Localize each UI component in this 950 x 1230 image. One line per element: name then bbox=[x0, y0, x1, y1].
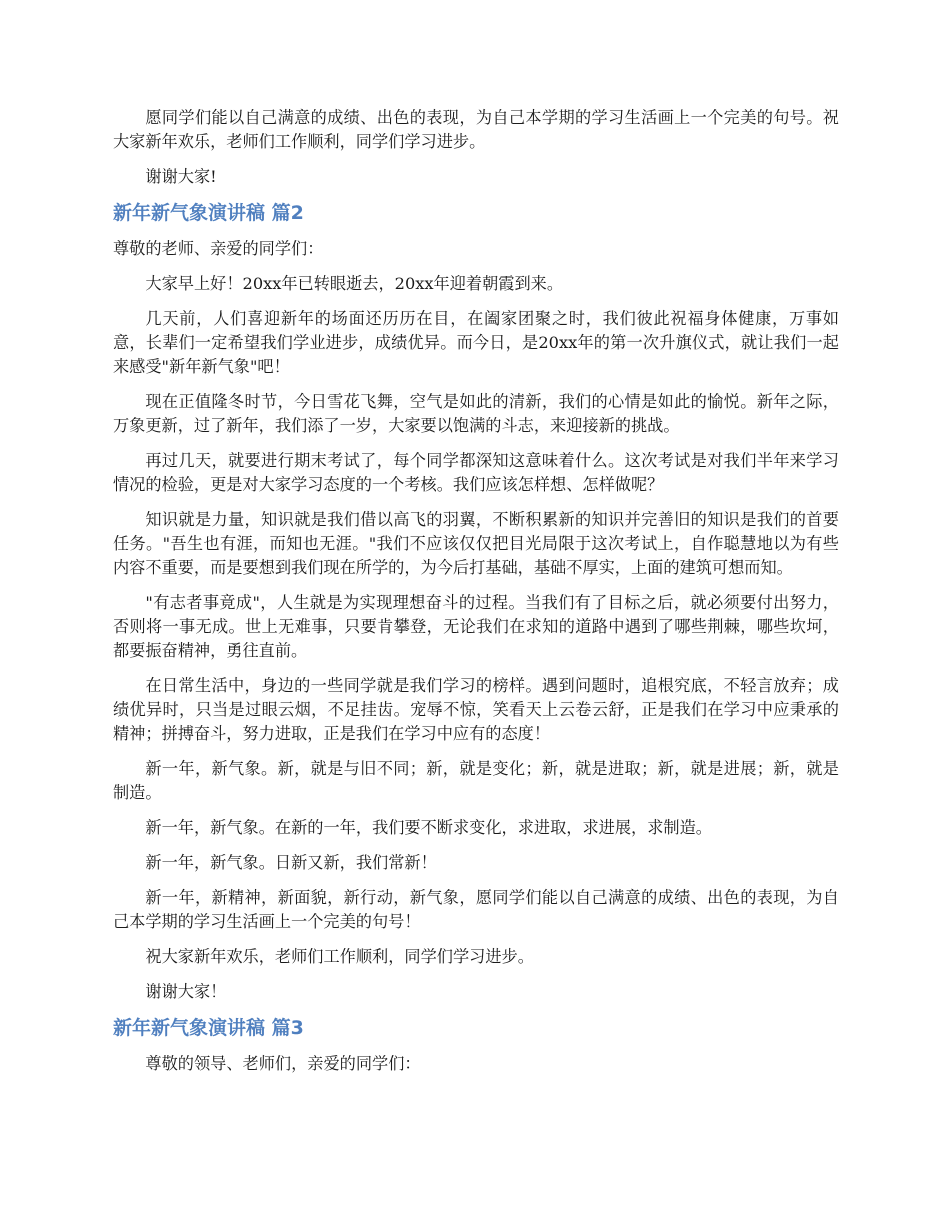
section-heading: 新年新气象演讲稿 篇3 bbox=[113, 1017, 304, 1039]
paragraph: 尊敬的老师、亲爱的同学们： bbox=[113, 239, 324, 258]
paragraph: 大家早上好！20xx年已转眼逝去，20xx年迎着朝霞到来。 bbox=[145, 274, 564, 293]
paragraph: 谢谢大家! bbox=[145, 167, 217, 186]
paragraph: 新一年，新气象。日新又新，我们常新！ bbox=[145, 853, 437, 872]
paragraph: 新一年，新气象。在新的一年，我们要不断求变化，求进取，求进展，求制造。 bbox=[145, 818, 712, 837]
document-page bbox=[113, 106, 839, 1087]
paragraph: 愿同学们能以自己满意的成绩、出色的表现，为自己本学期的学习生活画上一个完美的句号。祝大家新年欢乐，老师们工作顺利，同学们学习进步。 bbox=[113, 108, 839, 151]
paragraph: 几天前，人们喜迎新年的场面还历历在目，在阖家团聚之时，我们彼此祝福身体健康，万事如意，长辈们一定希望我们学业进步，成绩优异。而今日，是20xx年的第一次升旗仪式，就让我们一起来感受"新年新气象"吧！ bbox=[113, 309, 839, 376]
paragraph: 新一年，新精神，新面貌，新行动，新气象，愿同学们能以自己满意的成绩、出色的表现，为自己本学期的学习生活画上一个完美的句号！ bbox=[113, 888, 839, 931]
paragraph: 再过几天，就要进行期末考试了，每个同学都深知这意味着什么。这次考试是对我们半年来学习情况的检验，更是对大家学习态度的一个考核。我们应该怎样想、怎样做呢？ bbox=[113, 451, 839, 494]
paragraph: 祝大家新年欢乐，老师们工作顺利，同学们学习进步。 bbox=[145, 947, 534, 966]
paragraph: 谢谢大家！ bbox=[145, 982, 227, 1001]
paragraph: "有志者事竟成"，人生就是为实现理想奋斗的过程。当我们有了目标之后，就必须要付出努力，否则将一事无成。世上无难事，只要肯攀登，无论我们在求知的道路中遇到了哪些荆棘，哪些坎坷，都要振奋精神，勇往直前。 bbox=[113, 593, 839, 660]
paragraph: 现在正值隆冬时节，今日雪花飞舞，空气是如此的清新，我们的心情是如此的愉悦。新年之际，万象更新，过了新年，我们添了一岁，大家要以饱满的斗志，来迎接新的挑战。 bbox=[113, 392, 839, 435]
paragraph: 在日常生活中，身边的一些同学就是我们学习的榜样。遇到问题时，追根究底，不轻言放弃；成绩优异时，只当是过眼云烟，不足挂齿。宠辱不惊，笑看天上云卷云舒，正是我们在学习中应秉承的精神；拼搏奋斗，努力进取，正是我们在学习中应有的态度！ bbox=[113, 676, 839, 743]
paragraph: 新一年，新气象。新，就是与旧不同；新，就是变化；新，就是进取；新，就是进展；新，就是制造。 bbox=[113, 759, 839, 802]
paragraph: 知识就是力量，知识就是我们借以高飞的羽翼，不断积累新的知识并完善旧的知识是我们的首要任务。"吾生也有涯，而知也无涯。"我们不应该仅仅把目光局限于这次考试上，自作聪慧地以为有些内容不重要，而是要想到我们现在所学的，为今后打基础，基础不厚实，上面的建筑可想而知。 bbox=[113, 510, 839, 577]
section-heading: 新年新气象演讲稿 篇2 bbox=[113, 202, 304, 224]
paragraph: 尊敬的领导、老师们，亲爱的同学们： bbox=[145, 1054, 421, 1073]
